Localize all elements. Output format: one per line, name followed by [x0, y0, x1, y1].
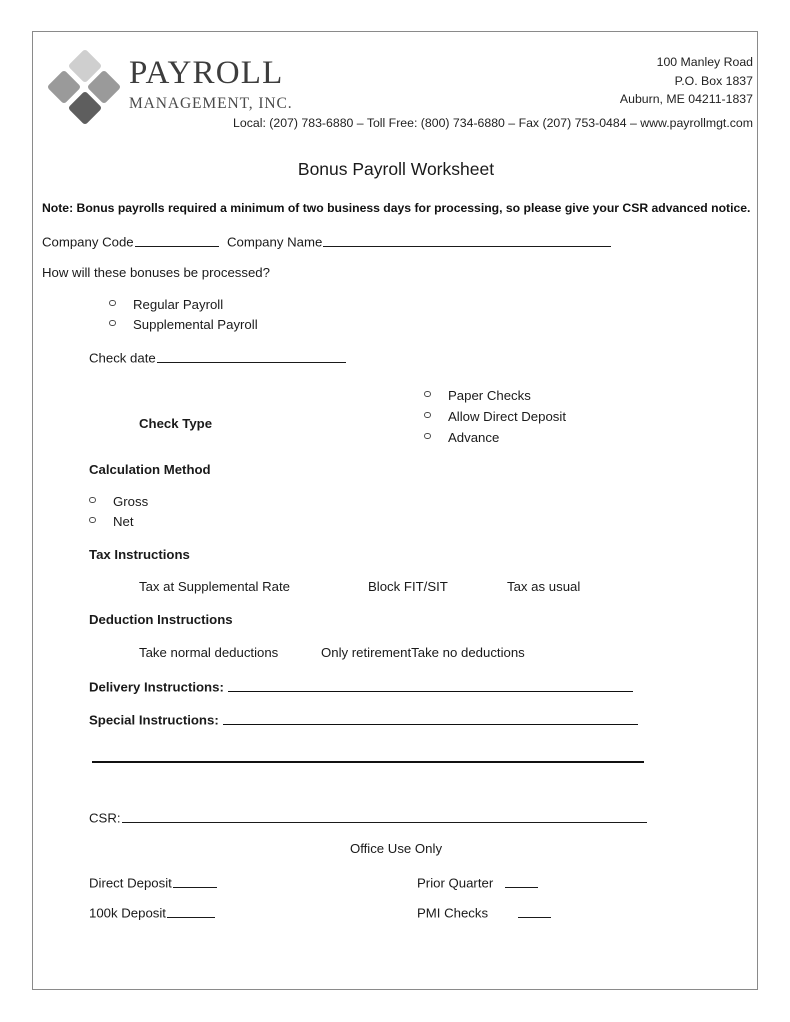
company-code-field[interactable] [42, 233, 219, 250]
office-use-heading: Office Use Only [349, 841, 443, 856]
option-allow-direct-deposit[interactable] [424, 409, 566, 424]
logo-wordmark [129, 57, 293, 112]
option-take-normal-deductions[interactable]: Take normal deductions [139, 645, 279, 660]
bullet-circle-icon [89, 494, 103, 509]
check-date-input-line[interactable] [157, 349, 346, 363]
pmi-checks-label: PMI Checks [417, 905, 489, 921]
special-instructions-label: Special Instructions: [89, 712, 219, 728]
option-block-fit-sit[interactable]: Block FIT/SIT [368, 579, 448, 594]
company-address-block [620, 53, 753, 109]
direct-deposit-field[interactable] [89, 874, 217, 891]
calculation-method-heading: Calculation Method [89, 462, 211, 477]
bullet-circle-icon [424, 388, 438, 403]
bullet-circle-icon [424, 409, 438, 424]
page-content [33, 32, 759, 991]
prior-quarter-input-line[interactable] [505, 874, 538, 888]
section-divider [92, 761, 644, 763]
tax-instructions-heading: Tax Instructions [89, 547, 190, 562]
option-label: Allow Direct Deposit [448, 409, 566, 424]
option-tax-as-usual[interactable]: Tax as usual [507, 579, 581, 594]
direct-deposit-label: Direct Deposit [89, 875, 172, 891]
bullet-circle-icon [109, 317, 123, 332]
delivery-instructions-label: Delivery Instructions: [89, 679, 224, 695]
logo-word-management-inc: MANAGEMENT, INC. [129, 95, 293, 112]
check-date-field[interactable] [89, 349, 346, 366]
option-regular-payroll[interactable] [109, 297, 223, 312]
direct-deposit-input-line[interactable] [173, 874, 217, 888]
address-line-1: 100 Manley Road [656, 55, 753, 69]
prior-quarter-label: Prior Quarter [417, 875, 494, 891]
special-instructions-field[interactable] [89, 711, 638, 728]
company-code-label: Company Code [42, 234, 134, 250]
option-paper-checks[interactable] [424, 388, 531, 403]
option-label: Regular Payroll [133, 297, 224, 312]
option-label: Supplemental Payroll [133, 317, 258, 332]
address-line-2: P.O. Box 1837 [674, 73, 753, 88]
company-name-input-line[interactable] [323, 233, 611, 247]
bullet-circle-icon [89, 514, 103, 529]
option-label: Advance [448, 430, 500, 445]
pmi-checks-field[interactable] [417, 904, 551, 921]
bullet-circle-icon [424, 430, 438, 445]
deduction-instructions-heading: Deduction Instructions [89, 612, 233, 627]
option-label: Gross [113, 494, 149, 509]
page-border-frame [32, 31, 758, 990]
processing-question: How will these bonuses be processed? [42, 265, 270, 280]
option-gross[interactable] [89, 494, 148, 509]
document-header [33, 32, 759, 142]
option-supplemental-payroll[interactable] [109, 317, 258, 332]
delivery-instructions-field[interactable] [89, 678, 633, 695]
option-only-retirement-take-no-deductions[interactable]: Only retirementTake no deductions [321, 645, 525, 660]
logo-word-payroll: PAYROLL [129, 55, 284, 91]
company-name-field[interactable] [227, 233, 611, 250]
csr-input-line[interactable] [122, 809, 647, 823]
special-instructions-input-line[interactable] [223, 711, 638, 725]
option-label: Paper Checks [448, 388, 531, 403]
100k-deposit-label: 100k Deposit [89, 905, 166, 921]
option-net[interactable] [89, 514, 134, 529]
processing-note: Note: Bonus payrolls required a minimum of two business days for processing, so please give your CSR advanced notice. [42, 201, 751, 215]
100k-deposit-input-line[interactable] [167, 904, 215, 918]
prior-quarter-field[interactable] [417, 874, 538, 891]
check-type-heading: Check Type [139, 416, 213, 431]
payroll-management-logo-icon [44, 48, 124, 130]
address-line-3: Auburn, ME 04211-1837 [619, 92, 753, 106]
csr-field[interactable] [89, 809, 647, 826]
pmi-checks-input-line[interactable] [518, 904, 551, 918]
bullet-circle-icon [109, 297, 123, 312]
option-label: Net [113, 514, 134, 529]
page-title: Bonus Payroll Worksheet [297, 159, 495, 179]
100k-deposit-field[interactable] [89, 904, 215, 921]
company-code-input-line[interactable] [135, 233, 219, 247]
option-tax-at-supplemental-rate[interactable]: Tax at Supplemental Rate [139, 579, 291, 594]
option-advance[interactable] [424, 430, 499, 445]
delivery-instructions-input-line[interactable] [228, 678, 633, 692]
csr-label: CSR: [89, 810, 121, 826]
company-name-label: Company Name [227, 234, 323, 250]
check-date-label: Check date [89, 350, 156, 366]
company-contact-line: Local: (207) 783-6880 – Toll Free: (800) 734-6880 – Fax (207) 753-0484 – www.payrollmgt.com [233, 116, 753, 130]
